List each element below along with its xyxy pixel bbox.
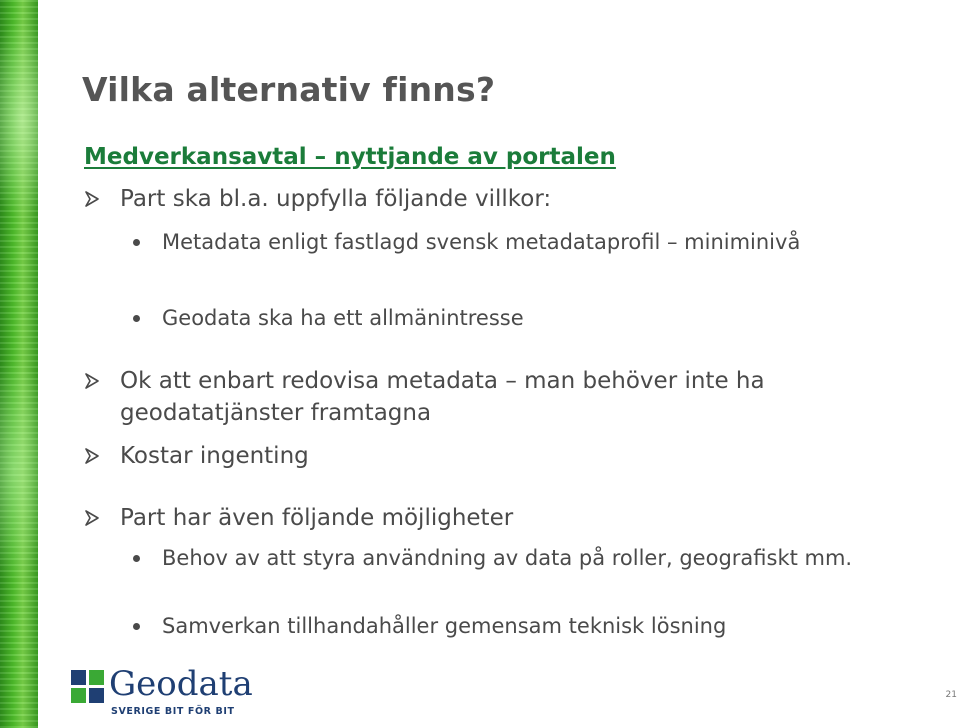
sub-bullet-solution <box>130 612 910 640</box>
bullet-possibilities-text: Part har även följande möjligheter <box>120 505 514 531</box>
round-dot-icon <box>133 623 140 630</box>
bullet-conditions <box>84 183 904 215</box>
round-dot-icon <box>133 239 140 246</box>
bullet-conditions-text: Part ska bl.a. uppfylla följande villkor: <box>120 186 552 212</box>
bullet-cost-text: Kostar ingenting <box>120 443 309 469</box>
sub-bullet-geodata <box>130 304 910 332</box>
sub-bullet-metadata <box>130 228 910 256</box>
arrowhead-icon <box>84 510 100 526</box>
slide-number: 21 <box>945 690 957 700</box>
arrowhead-icon <box>84 191 100 207</box>
logo-wordmark: Geodata <box>109 664 253 704</box>
bullet-metadata-only <box>84 365 904 429</box>
sub-bullet-roles <box>130 544 910 572</box>
sub-bullet-roles-text: Behov av att styra användning av data på roller, geografiskt mm. <box>162 546 853 570</box>
sub-bullet-geodata-text: Geodata ska ha ett allmänintresse <box>162 306 524 330</box>
bullet-possibilities <box>84 502 904 534</box>
decorative-green-side-band <box>0 0 38 728</box>
subheading-agreement: Medverkansavtal – nyttjande av portalen <box>84 144 616 170</box>
geodata-logo <box>71 664 261 720</box>
slide-title: Vilka alternativ finns? <box>82 70 496 109</box>
logo-tagline: SVERIGE BIT FÖR BIT <box>111 706 235 717</box>
sub-bullet-metadata-text: Metadata enligt fastlagd svensk metadataprofil – miniminivå <box>162 230 801 254</box>
sub-bullet-solution-text: Samverkan tillhandahåller gemensam teknisk lösning <box>162 614 727 638</box>
arrowhead-icon <box>84 373 100 389</box>
geodata-logo-mark-icon <box>71 670 105 704</box>
bullet-cost <box>84 440 904 472</box>
round-dot-icon <box>133 555 140 562</box>
round-dot-icon <box>133 315 140 322</box>
bullet-metadata-only-text: Ok att enbart redovisa metadata – man behöver inte ha geodatatjänster framtagna <box>120 368 765 426</box>
arrowhead-icon <box>84 448 100 464</box>
